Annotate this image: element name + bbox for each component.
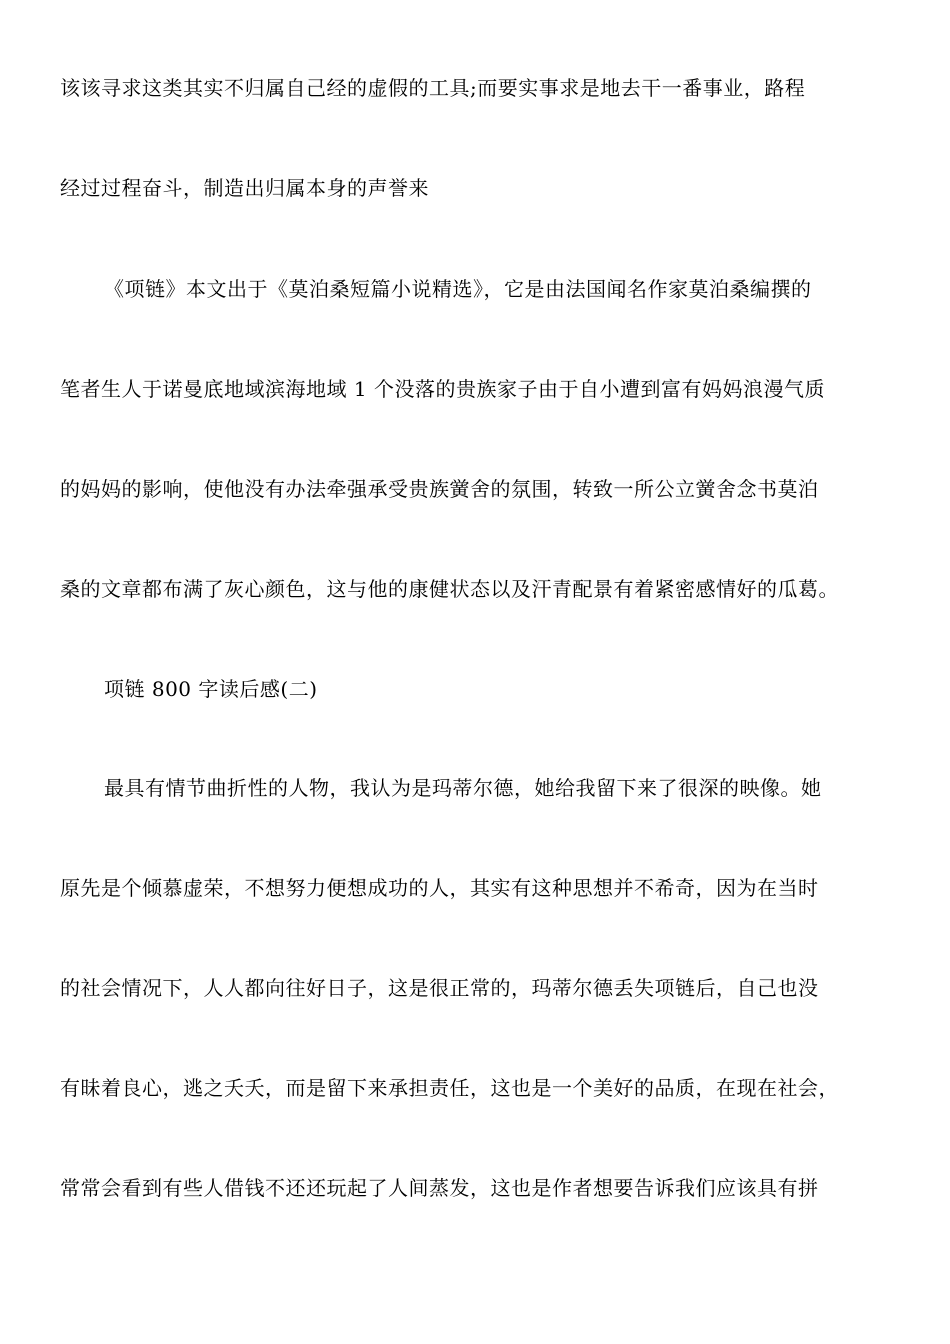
paragraph-line: 的妈妈的影响，使他没有办法牵强承受贵族黉舍的氛围，转致一所公立黉舍念书莫泊 — [60, 477, 819, 501]
paragraph-line: 该该寻求这类其实不归属自己经的虚假的工具;而要实事求是地去干一番事业，路程 — [60, 76, 806, 100]
paragraph-line: 有昧着良心，逃之夭夭，而是留下来承担责任，这也是一个美好的品质，在现在社会， — [60, 1076, 839, 1100]
paragraph-line: 《项链》本文出于《莫泊桑短篇小说精选》，它是由法国闻名作家莫泊桑编撰的 — [104, 277, 812, 301]
section-heading: 项链 800 字读后感(二) — [104, 677, 318, 701]
paragraph-line: 最具有情节曲折性的人物，我认为是玛蒂尔德，她给我留下来了很深的映像。她 — [104, 776, 822, 800]
paragraph-line: 经过过程奋斗，制造出归属本身的声誉来 — [60, 176, 429, 200]
paragraph-line: 原先是个倾慕虚荣，不想努力便想成功的人，其实有这种思想并不希奇，因为在当时 — [60, 876, 819, 900]
paragraph-line: 常常会看到有些人借钱不还还玩起了人间蒸发，这也是作者想要告诉我们应该具有拼 — [60, 1176, 819, 1200]
paragraph-line: 桑的文章都布满了灰心颜色，这与他的康健状态以及汗青配景有着紧密感情好的瓜葛。 — [60, 577, 839, 601]
paragraph-line: 笔者生人于诺曼底地域滨海地域 1 个没落的贵族家子由于自小遭到富有妈妈浪漫气质 — [60, 377, 825, 401]
paragraph-line: 的社会情况下，人人都向往好日子，这是很正常的，玛蒂尔德丢失项链后，自己也没 — [60, 976, 819, 1000]
